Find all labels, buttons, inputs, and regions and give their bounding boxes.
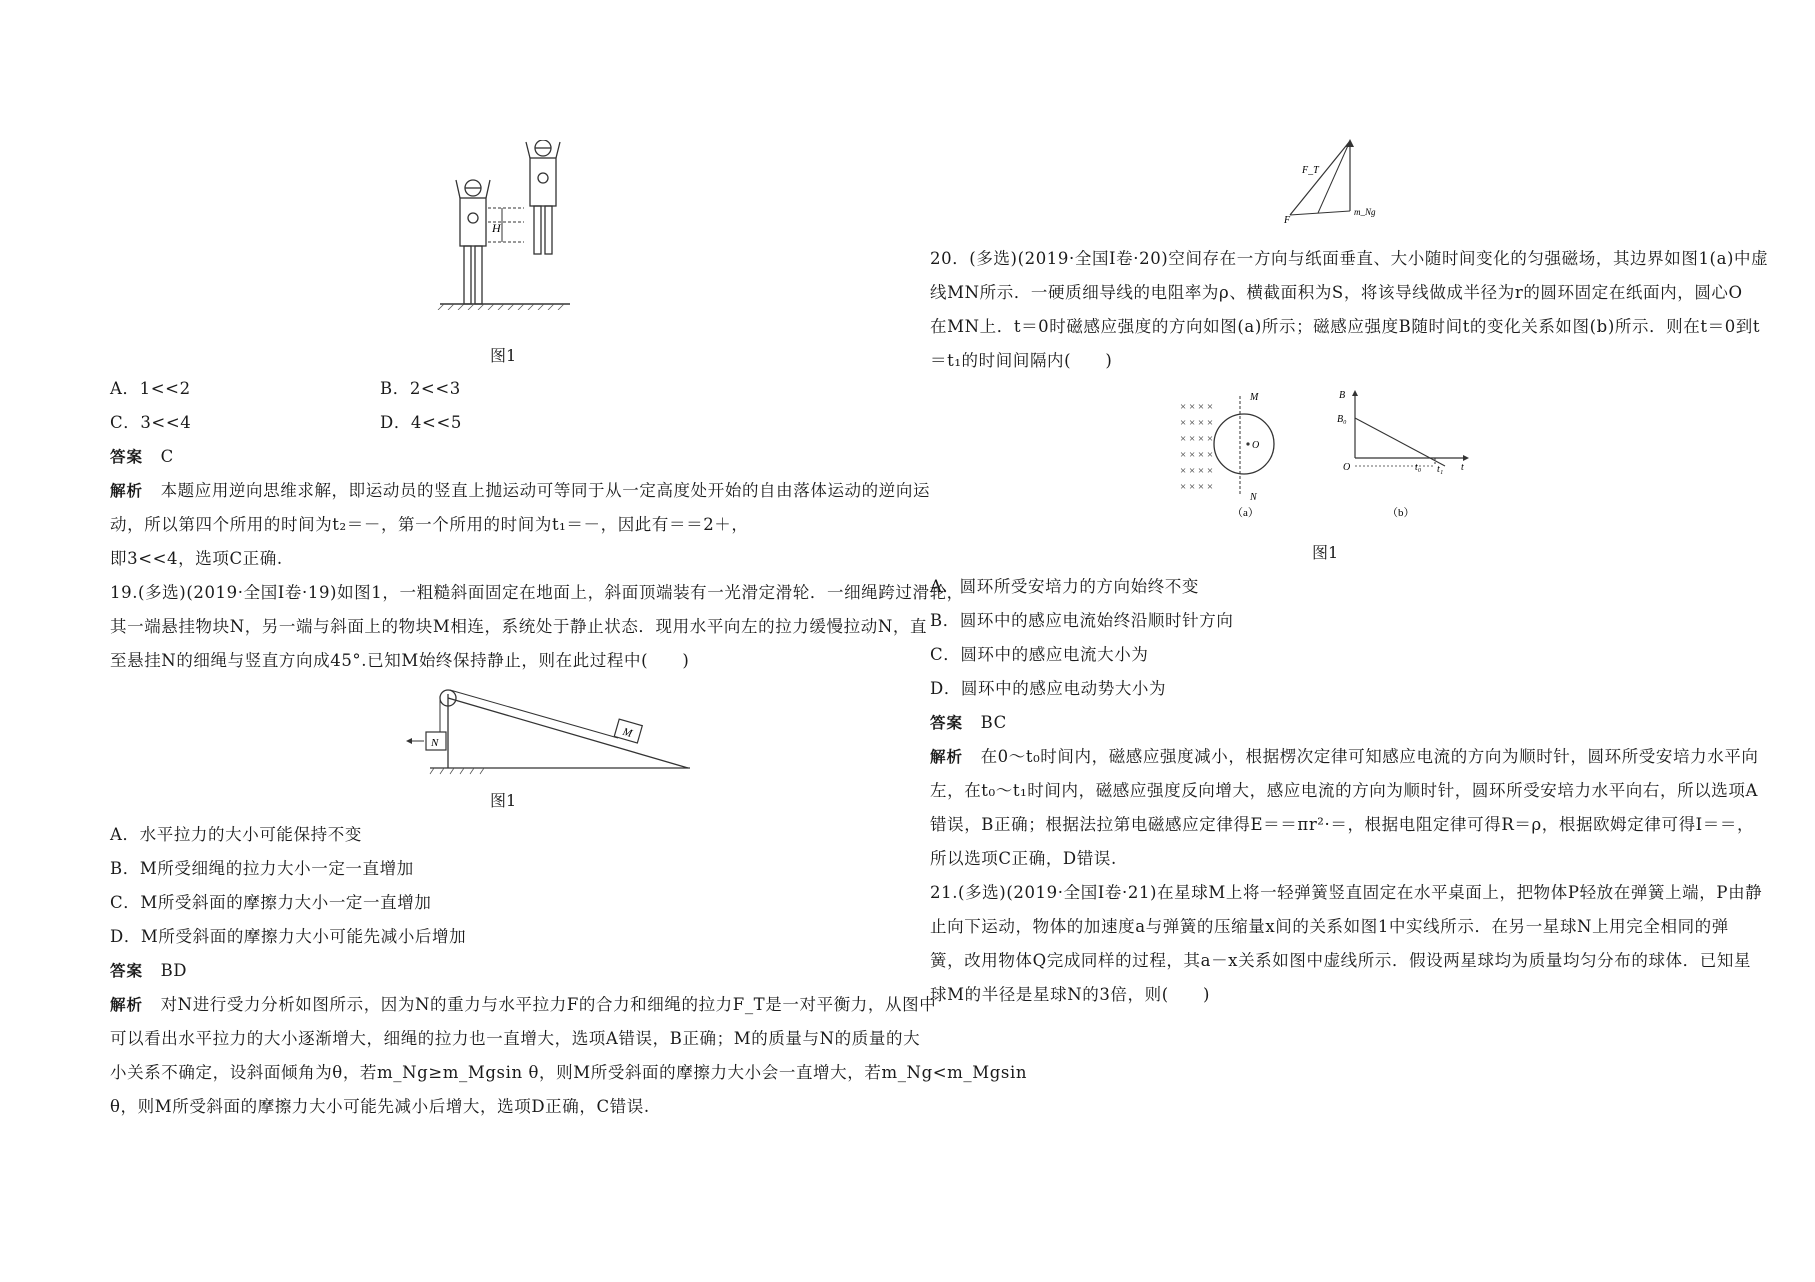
svg-text:× × × ×: × × × × bbox=[1180, 401, 1214, 413]
analysis-text: 动，所以第四个所用的时间为t₂＝－，第一个所用的时间为t₁＝－，因此有＝＝2＋， bbox=[110, 515, 749, 534]
t0-label: t₀ bbox=[1415, 462, 1422, 473]
option-b: B．M所受细绳的拉力大小一定一直增加 bbox=[110, 859, 414, 878]
svg-text:× × × ×: × × × × bbox=[1180, 417, 1214, 429]
answer-label: 答案 bbox=[110, 962, 144, 980]
answer-line bbox=[110, 960, 187, 982]
answer-value: C bbox=[160, 447, 174, 466]
analysis-text: 左，在t₀～t₁时间内，磁感应强度反向增大，感应电流的方向为顺时针，圆环所受安培力水平向右，所以选项A bbox=[930, 781, 1759, 800]
tension-label: F_T bbox=[1302, 165, 1319, 176]
answer-line bbox=[110, 446, 174, 468]
question-21-text: 簧，改用物体Q完成同样的过程，其a－x关系如图中虚线所示．假设两星球均为质量均匀分布的球体．已知星 bbox=[930, 951, 1752, 970]
question-20-text: ＝t₁的时间间隔内( ) bbox=[930, 351, 1113, 370]
analysis-text: 本题应用逆向思维求解，即运动员的竖直上抛运动可等同于从一定高度处开始的自由落体运动的逆向运 bbox=[160, 481, 931, 500]
height-label: H bbox=[492, 221, 501, 235]
svg-text:× × × ×: × × × × bbox=[1180, 465, 1214, 477]
force-diagram bbox=[1270, 135, 1400, 225]
option-b: B．2<<3 bbox=[380, 379, 461, 398]
b-t-graph bbox=[1335, 388, 1470, 518]
label-o: O bbox=[1252, 440, 1260, 451]
analysis-label: 解析 bbox=[110, 996, 144, 1014]
origin-label: O bbox=[1343, 462, 1351, 473]
incline-figure bbox=[390, 684, 700, 784]
block-m-label: M bbox=[621, 725, 634, 740]
force-label: F bbox=[1284, 215, 1291, 225]
analysis-text: θ，则M所受斜面的摩擦力大小可能先减小后增大，选项D正确，C错误. bbox=[110, 1097, 650, 1116]
analysis-line bbox=[110, 480, 930, 502]
analysis-text: 所以选项C正确，D错误. bbox=[930, 849, 1117, 868]
analysis-text: 在0～t₀时间内，磁感应强度减小，根据楞次定律可知感应电流的方向为顺时针，圆环所受安培力水平向 bbox=[980, 747, 1759, 766]
question-19-text: 其一端悬挂物块N，另一端与斜面上的物块M相连，系统处于静止状态．现用水平向左的拉力缓慢拉动N，直 bbox=[110, 617, 928, 636]
answer-value: BC bbox=[980, 713, 1007, 732]
option-d: D．4<<5 bbox=[380, 413, 462, 432]
question-20-text: 20．(多选)(2019·全国Ⅰ卷·20)空间存在一方向与纸面垂直、大小随时间变化的匀强磁场，其边界如图1(a)中虚 bbox=[930, 249, 1769, 268]
question-21-text: 21.(多选)(2019·全国Ⅰ卷·21)在星球M上将一轻弹簧竖直固定在水平桌面上，把物体P轻放在弹簧上端，P由静 bbox=[930, 883, 1763, 902]
analysis-text: 可以看出水平拉力的大小逐渐增大，细绳的拉力也一直增大，选项A错误，B正确；M的质量与N的质量的大 bbox=[110, 1029, 921, 1048]
block-n-label: N bbox=[431, 737, 439, 749]
analysis-label: 解析 bbox=[110, 482, 144, 500]
option-a: A．水平拉力的大小可能保持不变 bbox=[110, 825, 362, 844]
figure-b-label: （b） bbox=[1387, 507, 1415, 518]
analysis-line bbox=[110, 994, 936, 1016]
option-a: A．圆环所受安培力的方向始终不变 bbox=[930, 577, 1200, 596]
option-c: C．3<<4 bbox=[110, 413, 192, 432]
option-d: D．M所受斜面的摩擦力大小可能先减小后增加 bbox=[110, 927, 467, 946]
jump-figure bbox=[430, 140, 630, 310]
analysis-text: 即3<<4，选项C正确. bbox=[110, 549, 283, 568]
svg-text:× × × ×: × × × × bbox=[1180, 433, 1214, 445]
question-21-text: 止向下运动，物体的加速度a与弹簧的压缩量x间的关系如图1中实线所示．在另一星球N上用完全相同的弹 bbox=[930, 917, 1729, 936]
option-a: A．1<<2 bbox=[110, 379, 191, 398]
figure-caption: 图1 bbox=[490, 791, 517, 810]
option-b: B．圆环中的感应电流始终沿顺时针方向 bbox=[930, 611, 1234, 630]
option-d: D．圆环中的感应电动势大小为 bbox=[930, 679, 1167, 698]
figure-a-label: （a） bbox=[1232, 507, 1259, 518]
question-20-text: 在MN上．t＝0时磁感应强度的方向如图(a)所示；磁感应强度B随时间t的变化关系如图(b)所示．则在t＝0到t bbox=[930, 317, 1761, 336]
answer-value: BD bbox=[160, 961, 188, 980]
figure-caption: 图1 bbox=[490, 346, 517, 365]
answer-line bbox=[930, 712, 1007, 734]
analysis-label: 解析 bbox=[930, 748, 964, 766]
analysis-line bbox=[930, 746, 1759, 768]
option-c: C．圆环中的感应电流大小为 bbox=[930, 645, 1149, 664]
svg-text:× × × ×: × × × × bbox=[1180, 481, 1214, 493]
options-row bbox=[110, 378, 461, 400]
answer-label: 答案 bbox=[110, 448, 144, 466]
question-20-text: 线MN所示．一硬质细导线的电阻率为ρ、横截面积为S，将该导线做成半径为r的圆环固定在纸面内，圆心O bbox=[930, 283, 1743, 302]
analysis-text: 小关系不确定，设斜面倾角为θ，若m_Ng≥m_Mgsin θ，则M所受斜面的摩擦力大小会一直增大，若m_Ng<m_Mgsin bbox=[110, 1063, 1028, 1082]
figure-caption: 图1 bbox=[1312, 543, 1339, 562]
axis-t-label: t bbox=[1461, 462, 1464, 473]
magnetic-field-figure-a bbox=[1180, 388, 1315, 518]
label-n: N bbox=[1250, 492, 1257, 503]
weight-label: m_Ng bbox=[1354, 207, 1376, 217]
axis-b-label: B bbox=[1339, 390, 1346, 401]
question-19-text: 至悬挂N的细绳与竖直方向成45°.已知M始终保持静止，则在此过程中( ) bbox=[110, 651, 690, 670]
answer-label: 答案 bbox=[930, 714, 964, 732]
t1-label: t₁ bbox=[1437, 464, 1444, 475]
label-m: M bbox=[1250, 392, 1259, 403]
options-row bbox=[110, 412, 462, 434]
question-21-text: 球M的半径是星球N的3倍，则( ) bbox=[930, 985, 1211, 1004]
option-c: C．M所受斜面的摩擦力大小一定一直增加 bbox=[110, 893, 432, 912]
svg-text:× × × ×: × × × × bbox=[1180, 449, 1214, 461]
right-column bbox=[930, 0, 1769, 1282]
analysis-text: 对N进行受力分析如图所示，因为N的重力与水平拉力F的合力和细绳的拉力F_T是一对平衡力，从图中 bbox=[160, 995, 937, 1014]
question-19-text: 19.(多选)(2019·全国Ⅰ卷·19)如图1，一粗糙斜面固定在地面上，斜面顶端装有一光滑定滑轮．一细绳跨过滑轮， bbox=[110, 583, 964, 602]
axis-b0-label: B₀ bbox=[1337, 414, 1347, 425]
analysis-text: 错误，B正确；根据法拉第电磁感应定律得E＝＝πr²·＝，根据电阻定律可得R＝ρ，根据欧姆定律可得I＝＝， bbox=[930, 815, 1755, 834]
